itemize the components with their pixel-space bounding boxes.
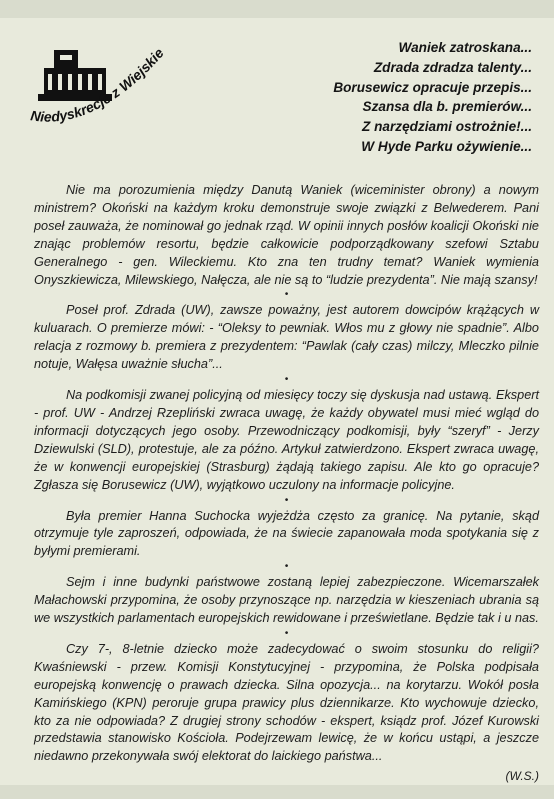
separator-bullet: • — [284, 289, 289, 301]
teaser-line: W Hyde Parku ożywienie... — [361, 138, 532, 154]
teaser-line: Borusewicz opracuje przepis... — [333, 79, 532, 95]
bottom-margin-strip — [0, 785, 554, 799]
article-body — [34, 182, 539, 786]
column-title: Niedyskrecje z Wiejskie — [29, 44, 167, 125]
paragraph: Czy 7-, 8-letnie dziecko może zadecydować o swoim stosunku do religii? Kwaśniewski - przew. Komisji Konstytucyjnej - przypomina, że Polska podpisała europejską konwencję o prawach dziecka. Silna opozycja... na korytarzu. Wokół posła Kamińskiego (KPN) peroruje grupa prawicy plus dziennikarze. Kto wychowuje dziecko, kto za nie odpowiada? Z drugiej strony schodów - ekspert, ksiądz prof. Józef Kurowski przedstawia stanowisko Kościoła. Podejrzewam lewicę, że w końcu ustąpi, a jeszcze niedawno przekonywała swój elektorat do laickiego państwa... — [34, 641, 539, 764]
teaser-list — [232, 38, 532, 157]
teaser-line: Waniek zatroskana... — [398, 40, 532, 55]
author-signature: (W.S.) — [505, 769, 539, 784]
separator-bullet: • — [284, 627, 289, 639]
paragraph: Sejm i inne budynki państwowe zostaną lepiej zabezpieczone. Wicemarszałek Małachowski przypomina, że osoby przynoszące np. narzędzia w kieszeniach ubrania są we wszystkich parlamentach europejskich rewidowane i prześwietlane. Będzie tak i u nas. — [34, 575, 539, 626]
paragraph: Była premier Hanna Suchocka wyjeżdża często za granicę. Na pytanie, skąd otrzymuje tyle zaproszeń, odpowiada, że na świecie zapanowała moda spotykania się z byłymi premierami. — [34, 508, 539, 559]
separator-bullet: • — [284, 374, 289, 386]
separator-bullet: • — [284, 494, 289, 506]
teaser-line: Z narzędziami ostrożnie!... — [362, 119, 532, 135]
separator-bullet: • — [284, 561, 289, 573]
paragraph: Na podkomisji zwanej policyjną od miesięcy toczy się dyskusja nad ustawą. Ekspert - prof. UW - Andrzej Rzepliński zwraca uwagę, że każdy obywatel musi mieć wgląd do informacji dotyczących jego osoby. Przewodniczący podkomisji, były “szeryf” - Jerzy Dziewulski (SLD), protestuje, ale za późno. Artykuł zatwierdzono. Ekspert zwraca uwagę, że w konwencji europejskiej (Strasburg) żądają takiego zapisu. Ale kto go opracuje? Zgłasza się Borusewicz (UW), wyjątkowo uczulony na informacje policyjne. — [34, 388, 539, 492]
teaser-line: Zdrada zdradza talenty... — [373, 59, 532, 75]
sejm-building-icon — [24, 28, 184, 138]
top-margin-strip — [0, 0, 554, 18]
teaser-line: Szansa dla b. premierów... — [362, 99, 532, 115]
paragraph: Nie ma porozumienia między Danutą Waniek (wiceminister obrony) a nowym ministrem? Okoński na każdym kroku demonstruje swoje związki z Belwederem. Pani poseł zauważa, że nominował go jednak rząd. W opinii innych posłów koalicji Okoński nie znając problemów resortu, będzie całkowicie podporządkowany szefowi Sztabu Generalnego - gen. Wileckiemu. Kto zna ten trudny temat? Waniek wymienia Onyszkiewicza, Milewskiego, Nałęcza, ale nie są to “ludzie prezydenta”. Nie mają szansy! — [34, 183, 539, 287]
paragraph: Poseł prof. Zdrada (UW), zawsze poważny, jest autorem dowcipów krążących w kuluarach. O premierze mówi: - “Oleksy to pewniak. Włos mu z głowy nie spadnie”. Albo relacja z rozmowy b. premiera z prezydentem: “Pawlak (cały czas) milczy, Mleczko pilnie notuje, Wałęsa uważnie słucha”... — [34, 303, 539, 372]
column-logo — [24, 28, 184, 138]
